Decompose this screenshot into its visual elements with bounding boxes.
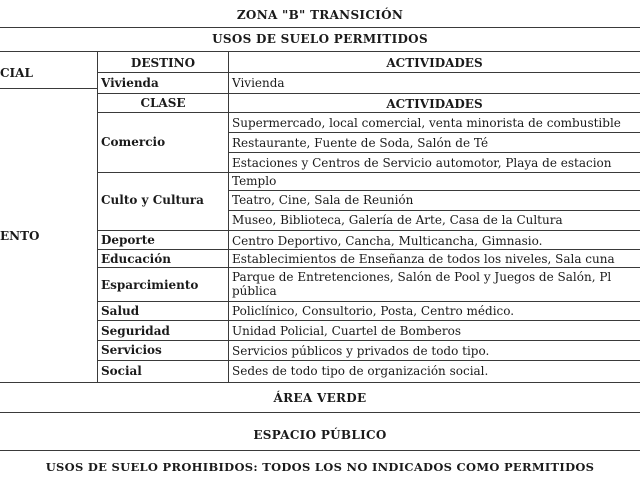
- zone-title: ZONA "B" TRANSICIÓN: [236, 8, 404, 22]
- actividad-educacion: Establecimientos de Enseñanza de todos los niveles, Sala cuna: [232, 252, 615, 266]
- row-divider: [228, 210, 640, 211]
- row-divider: [97, 360, 640, 361]
- divider: [0, 27, 640, 28]
- actividad-culto-3: Museo, Biblioteca, Galería de Arte, Casa de la Cultura: [232, 213, 563, 227]
- espacio-publico: ESPACIO PÚBLICO: [253, 428, 387, 442]
- actividad-social: Sedes de todo tipo de organización social.: [232, 364, 489, 378]
- row-divider: [97, 172, 640, 173]
- destino-header: DESTINO: [130, 56, 196, 70]
- clase-header: CLASE: [140, 96, 186, 110]
- clase-educacion: Educación: [101, 252, 171, 266]
- row-divider: [228, 132, 640, 133]
- actividad-vivienda: Vivienda: [232, 76, 285, 90]
- actividad-servicios: Servicios públicos y privados de todo tipo.: [232, 344, 490, 358]
- clase-esparcimiento: Esparcimiento: [101, 278, 199, 292]
- row-divider: [97, 249, 640, 250]
- row-divider: [0, 88, 97, 89]
- actividad-comercio-3: Estaciones y Centros de Servicio automotor, Playa de estacion: [232, 156, 612, 170]
- actividad-comercio-2: Restaurante, Fuente de Soda, Salón de Té: [232, 136, 489, 150]
- left-label-top: CIAL: [0, 66, 33, 80]
- actividad-comercio-1: Supermercado, local comercial, venta minorista de combustible: [232, 116, 621, 130]
- row-divider: [97, 340, 640, 341]
- actividades-header: ACTIVIDADES: [386, 56, 483, 70]
- row-divider: [0, 412, 640, 413]
- permitted-uses-title: USOS DE SUELO PERMITIDOS: [212, 32, 428, 46]
- destino-vivienda: Vivienda: [101, 76, 159, 90]
- actividad-culto-1: Templo: [232, 174, 277, 188]
- clase-comercio: Comercio: [101, 135, 166, 149]
- row-divider: [97, 320, 640, 321]
- row-divider: [0, 450, 640, 451]
- actividades-header-2: ACTIVIDADES: [386, 97, 483, 111]
- actividad-esparcimiento-1: Parque de Entretenciones, Salón de Pool y Juegos de Salón, Pl: [232, 270, 612, 284]
- divider: [0, 51, 640, 52]
- row-divider: [228, 190, 640, 191]
- clase-servicios: Servicios: [101, 343, 162, 357]
- actividad-deporte: Centro Deportivo, Cancha, Multicancha, Gimnasio.: [232, 234, 543, 248]
- row-divider: [228, 112, 640, 113]
- row-divider: [97, 267, 640, 268]
- clase-salud: Salud: [101, 304, 140, 318]
- row-divider: [97, 72, 640, 73]
- area-verde: ÁREA VERDE: [273, 391, 367, 405]
- clase-seguridad: Seguridad: [101, 324, 170, 338]
- row-divider: [97, 301, 640, 302]
- row-divider: [97, 93, 640, 94]
- row-divider: [228, 152, 640, 153]
- actividad-salud: Policlínico, Consultorio, Posta, Centro médico.: [232, 304, 515, 318]
- actividad-esparcimiento-2: pública: [232, 284, 277, 298]
- row-divider: [97, 230, 640, 231]
- clase-culto-y-cultura: Culto y Cultura: [101, 193, 204, 207]
- clase-social: Social: [101, 364, 142, 378]
- row-divider: [97, 112, 228, 113]
- left-label-middle: ENTO: [0, 229, 40, 243]
- prohibited-uses-note: USOS DE SUELO PROHIBIDOS: TODOS LOS NO INDICADOS COMO PERMITIDOS: [45, 460, 595, 474]
- clase-deporte: Deporte: [101, 233, 155, 247]
- row-divider: [0, 382, 640, 383]
- actividad-culto-2: Teatro, Cine, Sala de Reunión: [232, 193, 414, 207]
- actividad-seguridad: Unidad Policial, Cuartel de Bomberos: [232, 324, 461, 338]
